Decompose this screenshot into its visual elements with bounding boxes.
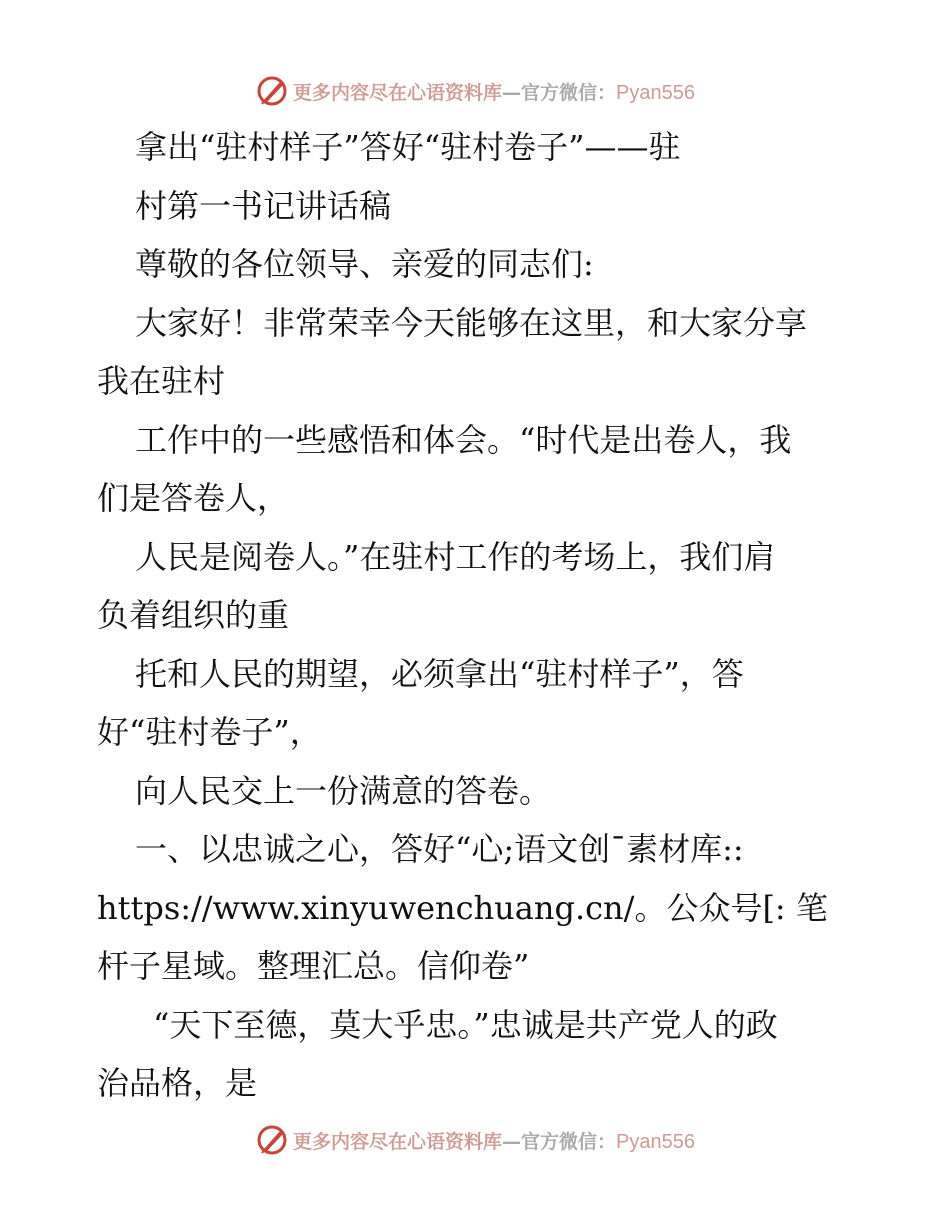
doc-line: 托和人民的期望，必须拿出“驻村样子”，答 — [135, 654, 744, 693]
doc-line: 大家好！非常荣幸今天能够在这里，和大家分享 — [135, 303, 808, 342]
doc-line: 们是答卷人， — [97, 479, 290, 517]
doc-line: 人民是阅卷人。”在驻村工作的考场上，我们肩 — [135, 537, 776, 576]
footer-banner — [0, 1120, 950, 1160]
footer-banner-dash: —官方微信： — [502, 1130, 617, 1153]
doc-line: 尊敬的各位领导、亲爱的同志们: — [135, 245, 594, 283]
quill-circle-logo-icon — [255, 74, 289, 108]
doc-line: “天下至德，莫大乎忠。”忠诚是共产党人的政 — [153, 1005, 778, 1044]
quill-circle-logo-icon — [255, 1123, 289, 1157]
doc-line: 向人民交上一份满意的答卷。 — [135, 771, 552, 810]
footer-banner-main: 更多内容尽在心语资料库 — [293, 1130, 503, 1153]
doc-line: 工作中的一些感悟和体会。“时代是出卷人，我 — [135, 420, 792, 459]
footer-banner-id: Pyan556 — [616, 1130, 695, 1153]
header-banner-id: Pyan556 — [616, 81, 695, 104]
footer-banner-text — [293, 1127, 695, 1154]
document-body — [97, 118, 857, 1113]
doc-line: 拿出“驻村样子”答好“驻村卷子”——驻 — [135, 128, 681, 166]
doc-line: 一、以忠诚之心，答好“心;语文创¯素材库:: — [135, 830, 744, 868]
doc-line: 我在驻村 — [97, 362, 226, 400]
header-banner-main: 更多内容尽在心语资料库 — [293, 81, 503, 104]
header-banner-dash: —官方微信： — [502, 81, 617, 104]
header-banner — [0, 71, 950, 111]
doc-line: 负着组织的重 — [97, 596, 290, 634]
doc-line: https://www.xinyuwenchuang.cn/。公众号[: 笔 — [97, 888, 828, 927]
doc-line: 治品格，是 — [97, 1064, 258, 1102]
doc-line: 好“驻村卷子”， — [97, 713, 322, 751]
doc-line: 村第一书记讲话稿 — [135, 186, 392, 225]
doc-line: 杆子星域。整理汇总。信仰卷” — [97, 947, 530, 985]
header-banner-text — [293, 78, 695, 105]
